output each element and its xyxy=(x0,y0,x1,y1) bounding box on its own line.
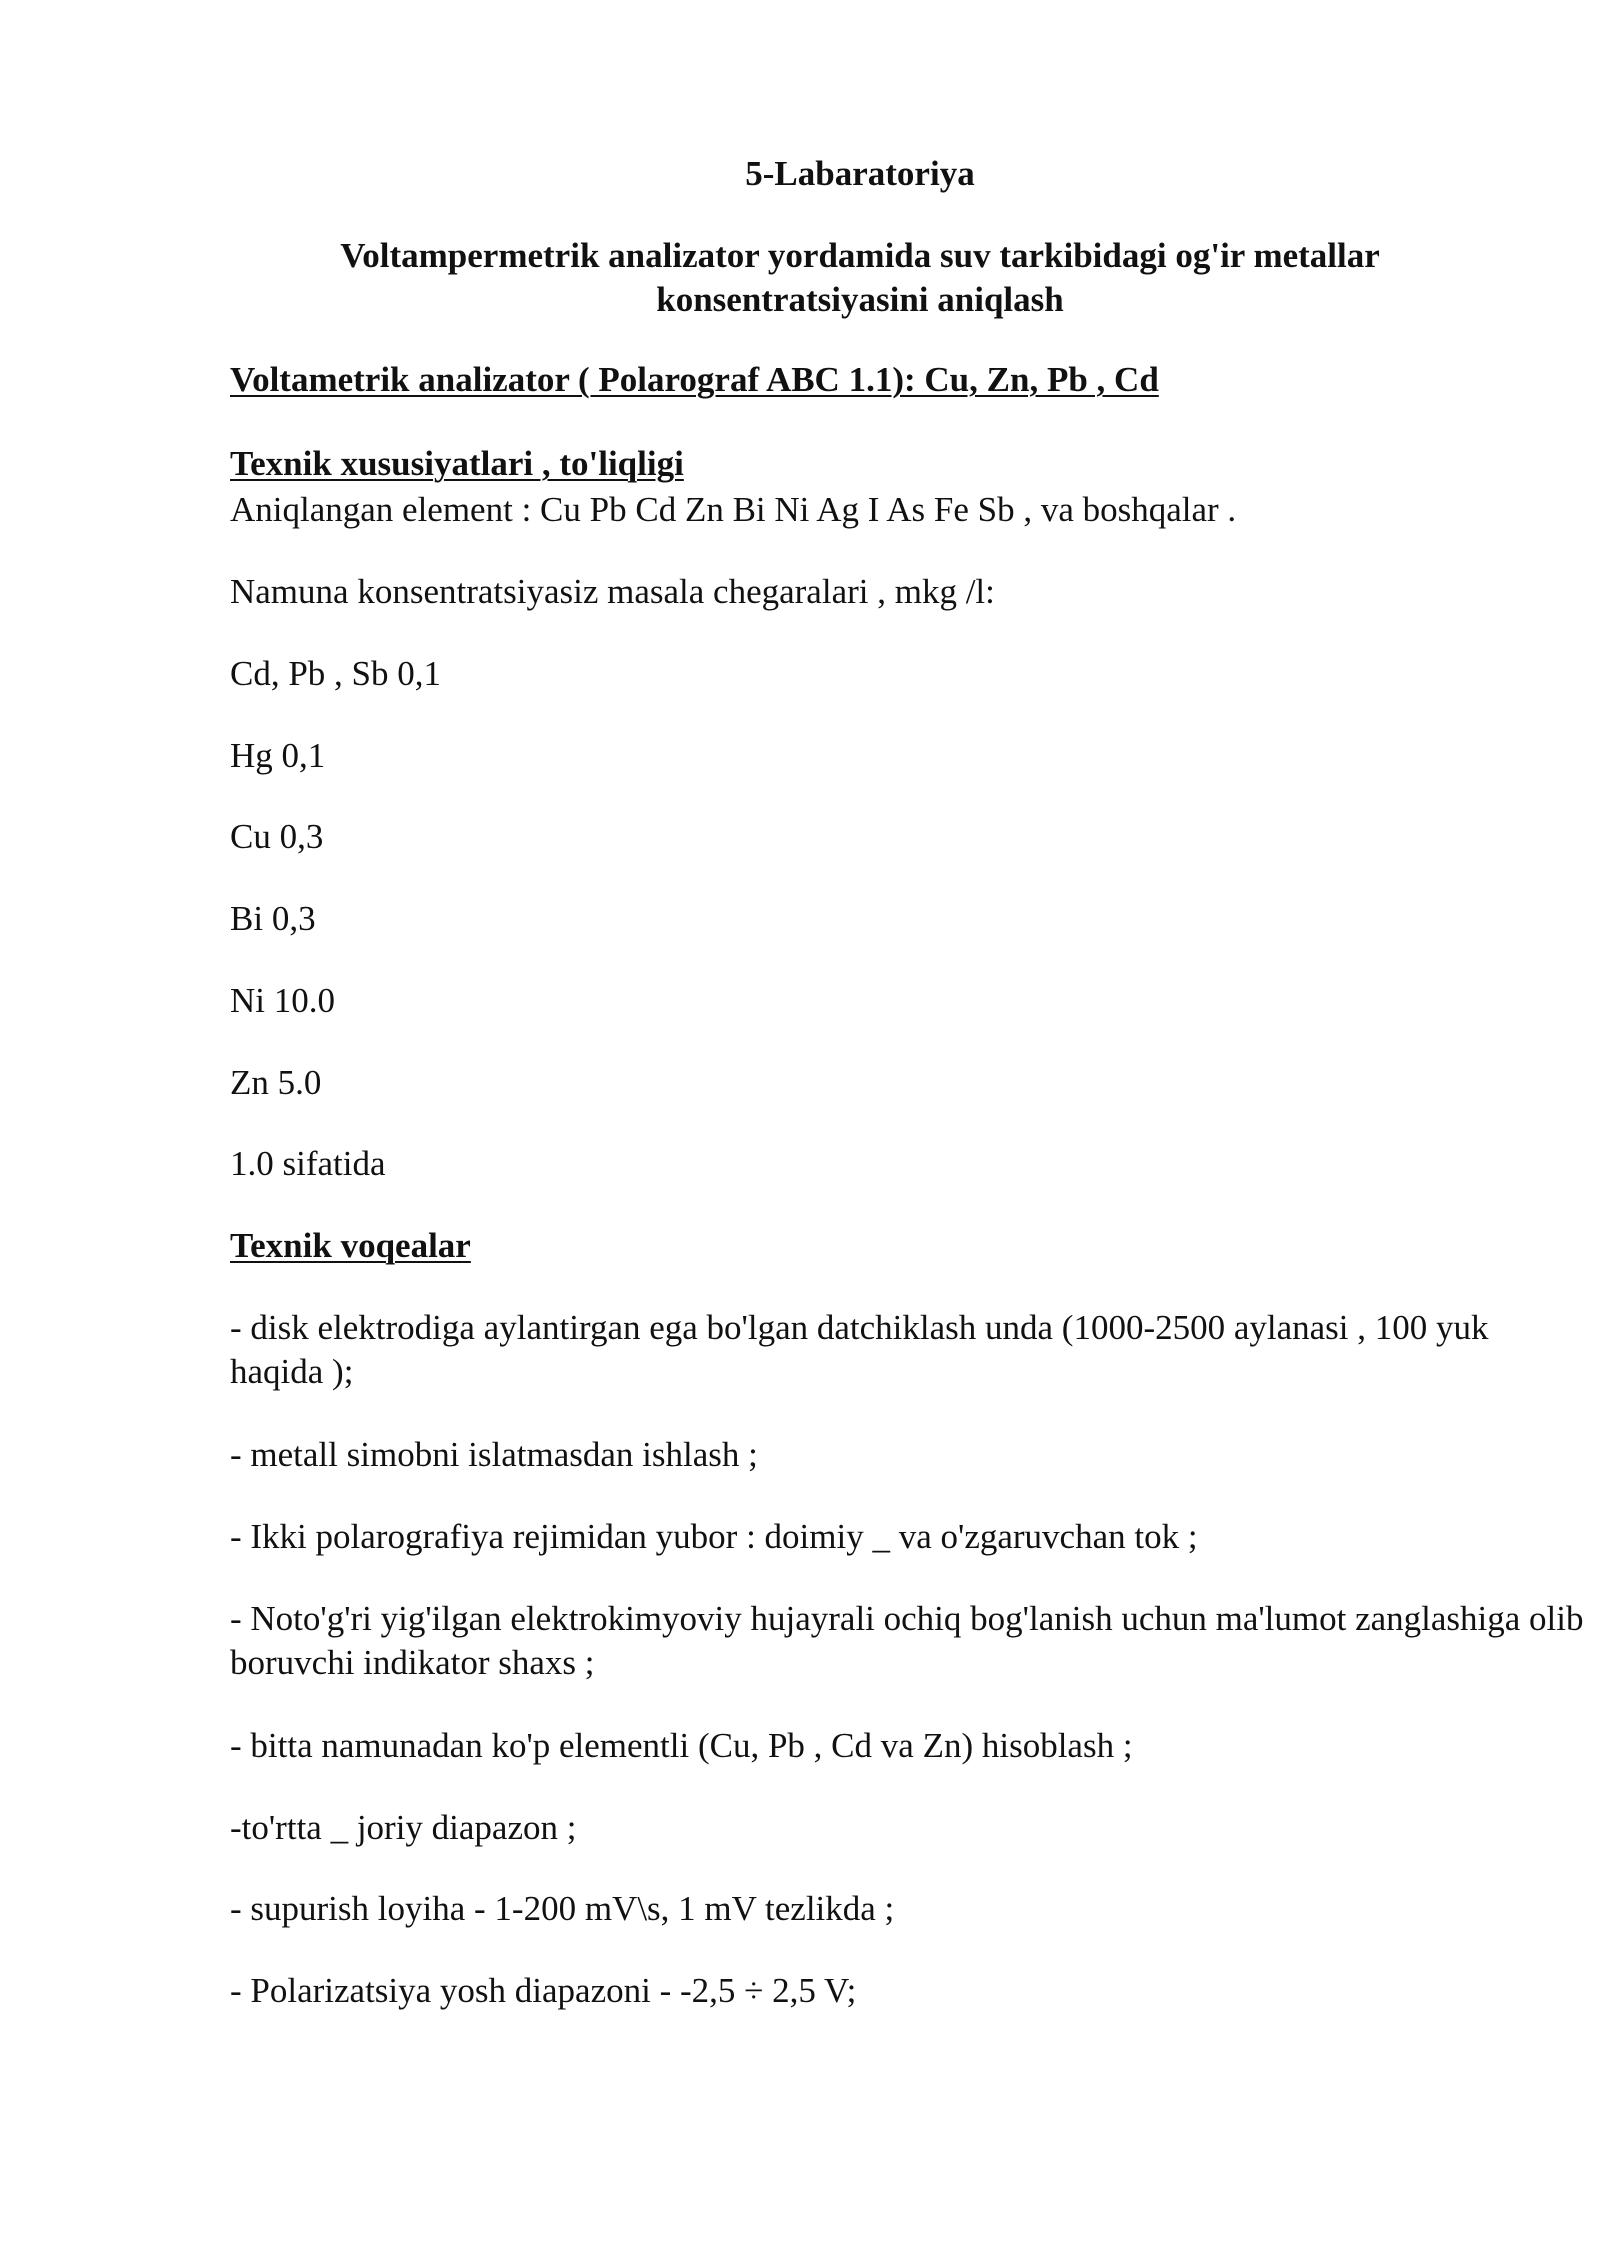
event-item: - Polarizatsiya yosh diapazoni - -2,5 ÷ 2,5 V; xyxy=(230,1971,857,2010)
limit-item: Bi 0,3 xyxy=(230,899,316,938)
limits-intro: Namuna konsentratsiyasiz masala chegaralari , mkg /l: xyxy=(230,572,995,611)
limit-item: Cd, Pb , Sb 0,1 xyxy=(230,654,442,693)
event-item: - disk elektrodiga aylantirgan ega bo'lgan datchiklash unda (1000-2500 aylanasi , 100 yuk haqida ); xyxy=(230,1308,1489,1391)
event-item: - Ikki polarografiya rejimidan yubor : doimiy _ va o'zgaruvchan tok ; xyxy=(230,1517,1198,1556)
event-item: - Noto'g'ri yig'ilgan elektrokimyoviy hujayrali ochiq bog'lanish uchun ma'lumot zanglashiga olib boruvchi indikator shaxs ; xyxy=(230,1599,1584,1682)
lab-title: 5-Labaratoriya xyxy=(745,154,975,193)
event-item: -to'rtta _ joriy diapazon ; xyxy=(230,1808,577,1847)
event-item: - bitta namunadan ko'p elementli (Cu, Pb , Cd va Zn) hisoblash ; xyxy=(230,1726,1133,1765)
lab-subtitle: Voltampermetrik analizator yordamida suv tarkibidagi og'ir metallar konsentratsiyasini aniqlash xyxy=(340,236,1380,319)
detected-elements-line: Aniqlangan element : Cu Pb Cd Zn Bi Ni Ag I As Fe Sb , va boshqalar . xyxy=(230,490,1237,529)
tech-specs-heading: Texnik xususiyatlari , to'liqligi xyxy=(230,444,684,483)
limit-item: Ni 10.0 xyxy=(230,981,335,1020)
limit-item: Zn 5.0 xyxy=(230,1063,322,1102)
event-item: - metall simobni islatmasdan ishlash ; xyxy=(230,1435,758,1474)
tech-events-heading: Texnik voqealar xyxy=(230,1226,471,1265)
limit-item: Hg 0,1 xyxy=(230,736,326,775)
limit-item: 1.0 sifatida xyxy=(230,1144,386,1183)
limit-item: Cu 0,3 xyxy=(230,817,324,856)
device-heading: Voltametrik analizator ( Polarograf ABC 1.1): Cu, Zn, Pb , Cd xyxy=(230,360,1159,399)
event-item: - supurish loyiha - 1-200 mV\s, 1 mV tezlikda ; xyxy=(230,1889,895,1928)
